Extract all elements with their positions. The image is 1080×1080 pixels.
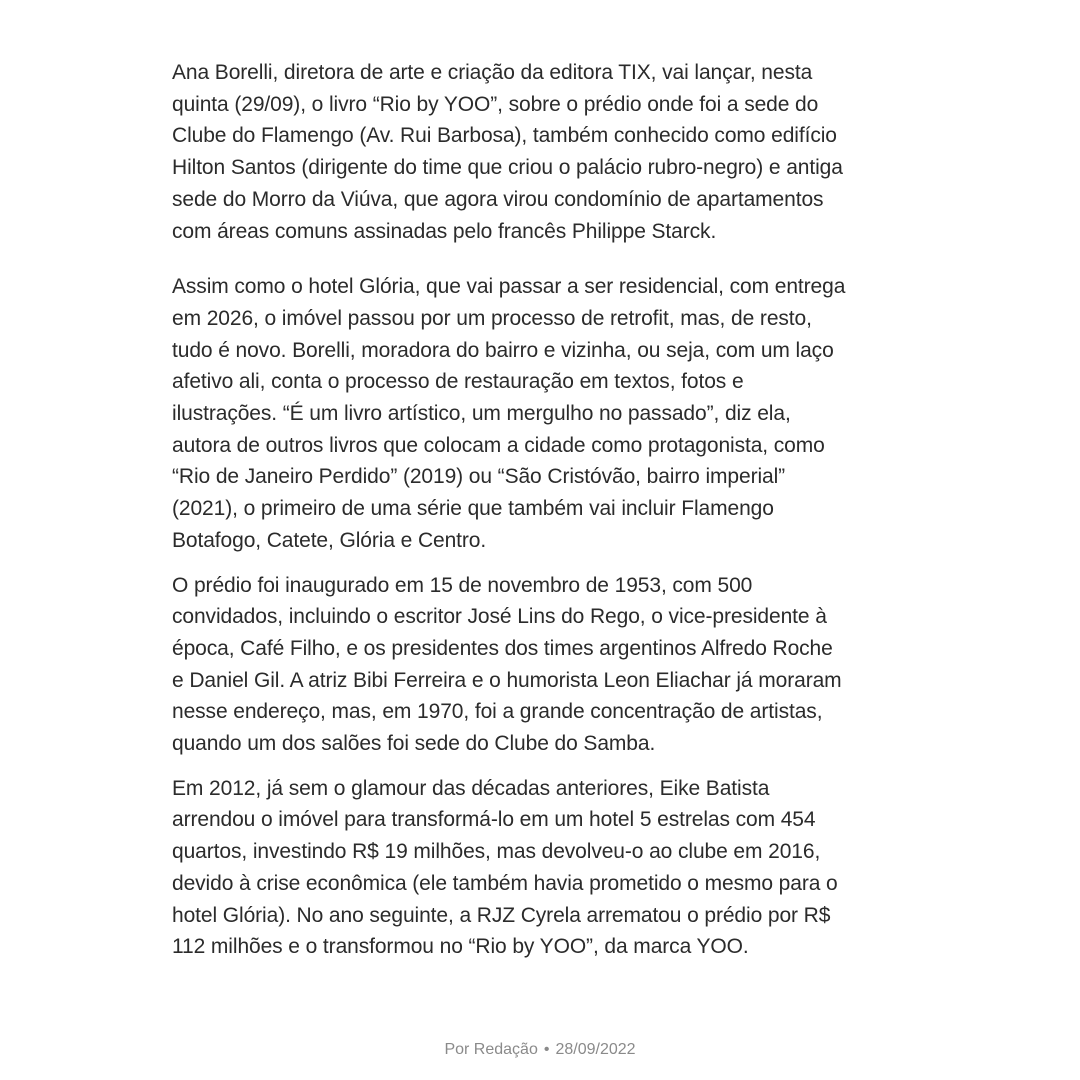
article-paragraph-2: Assim como o hotel Glória, que vai passar a ser residencial, com entrega em 2026, o imóvel passou por um processo de retrofit, mas, de resto, tudo é novo. Borelli, moradora do bairro e vizinha, ou seja, com um laço afetivo ali, conta o processo de restauração em textos, fotos e ilustrações. “É um livro artístico, um mergulho no passado”, diz ela, autora de outros livros que colocam a cidade como protagonista, como “Rio de Janeiro Perdido” (2019) ou “São Cristóvão, bairro imperial” (2021), o primeiro de uma série que também vai incluir Flamengo Botafogo, Catete, Glória e Centro. <box>172 275 846 552</box>
article-body <box>172 57 908 963</box>
article-paragraph-3: O prédio foi inaugurado em 15 de novembro de 1953, com 500 convidados, incluindo o escritor José Lins do Rego, o vice-presidente à época, Café Filho, e os presidentes dos times argentinos Alfredo Roche e Daniel Gil. A atriz Bibi Ferreira e o humorista Leon Eliachar já moraram nesse endereço, mas, em 1970, foi a grande concentração de artistas, quando um dos salões foi sede do Clube do Samba. <box>172 573 842 756</box>
byline-author: Por Redação <box>444 1041 538 1058</box>
article-paragraph-1: Ana Borelli, diretora de arte e criação da editora TIX, vai lançar, nesta quinta (29/09), o livro “Rio by YOO”, sobre o prédio onde foi a sede do Clube do Flamengo (Av. Rui Barbosa), também conhecido como edifício Hilton Santos (dirigente do time que criou o palácio rubro-negro) e antiga sede do Morro da Viúva, que agora virou condomínio de apartamentos com áreas comuns assinadas pelo francês Philippe Starck. <box>172 61 843 243</box>
byline <box>0 1040 1080 1060</box>
article-paragraph-4: Em 2012, já sem o glamour das décadas anteriores, Eike Batista arrendou o imóvel para transformá-lo em um hotel 5 estrelas com 454 quartos, investindo R$ 19 milhões, mas devolveu-o ao clube em 2016, devido à crise econômica (ele também havia prometido o mesmo para o hotel Glória). No ano seguinte, a RJZ Cyrela arrematou o prédio por R$ 112 milhões e o transformou no “Rio by YOO”, da marca YOO. <box>172 776 838 959</box>
byline-date: 28/09/2022 <box>555 1041 636 1058</box>
byline-separator: • <box>543 1041 550 1058</box>
